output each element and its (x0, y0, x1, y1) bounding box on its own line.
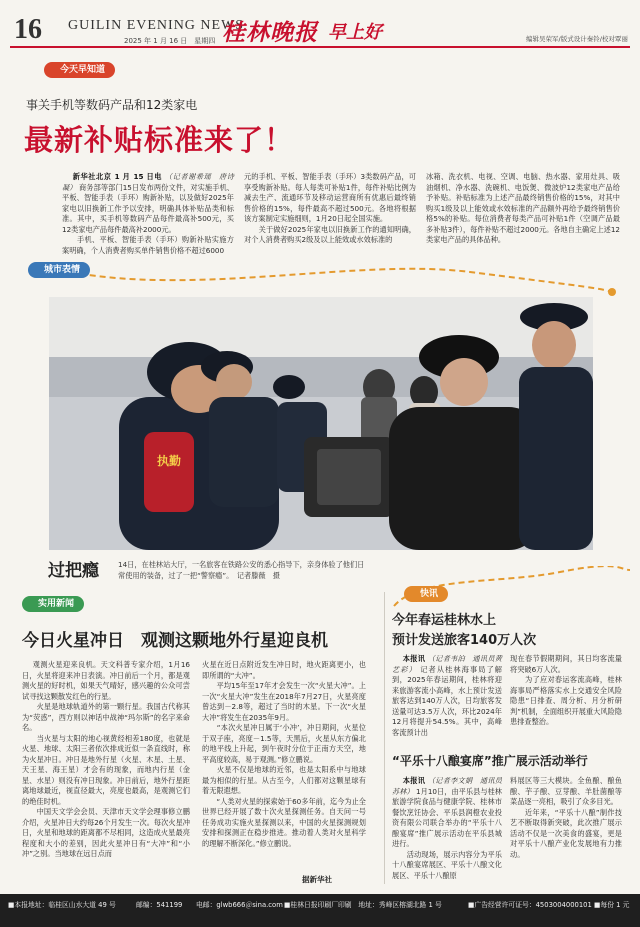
page-number: 16 (14, 14, 42, 45)
story4-column-1 (392, 654, 502, 738)
story1-byline: （记者谢希瑶 唐诗凝） (62, 172, 234, 192)
story4-col2-text: 现在春节假期期间，其日均客流量将突破6万人次。 为了应对春运客流高峰，桂林海事局严格落实水上交通安全风险隐患“日排查、周分析、月分析研判”机制，全面组织开展重大风险隐患排查整治。 (510, 654, 622, 726)
story1-column-3 (426, 172, 620, 246)
footer-email: 电邮：glwb666＠sina.com (196, 901, 283, 909)
paper-name-en: GUILIN EVENING NEWS (68, 18, 245, 33)
story5-column-2 (510, 776, 622, 860)
tag-city: 城市表情 (28, 262, 90, 278)
story4-headline-2: 预计发送旅客140万人次 (392, 633, 537, 648)
footer-printer: ■桂林日报印刷厂印刷 地址：秀峰区榕湖北路 1 号 (284, 901, 442, 909)
story1-headline: 最新补贴标准来了！ (24, 123, 295, 157)
story3-column-1 (22, 660, 190, 860)
footer-license: ■广告经营许可证号：4503004000101 (468, 901, 592, 909)
footer-bar (0, 894, 640, 927)
tag-flash: 快讯 (404, 586, 448, 602)
story3-headline: 今日火星冲日 观测这颗地外行星迎良机 (22, 631, 328, 651)
story4-byline: （记者韦泊 通讯员黄艺彩） (392, 654, 502, 674)
photo-caption: 14日，在桂林站大厅，一名旅客在铁路公安的悉心指导下，亲身体验了他们日常使用的装备，过了一把“警察瘾”。 记者滕薇 摄 (118, 560, 365, 580)
tag-today: 今天早知道 (44, 62, 115, 78)
story5-byline: （记者李文娟 通讯员苏林） (392, 776, 502, 796)
story3-source: 据新华社 (302, 875, 332, 884)
story5-column-1 (392, 776, 502, 881)
story5-headline: “平乐十八酿宴席”推广展示活动举行 (392, 754, 588, 768)
story5-col2-text: 料展区等三大模块。全鱼酿、酿鱼酿、芋子酿、豆芽酿、羊肚菌酿等菜品逐一亮相，吸引了众多目光。 近年来，“平乐十八酿”制作技艺不断取得新突破，此次推广展示活动不仅是一次美食的盛宴，更是对平乐十八酿产业化发展地有力推动。 (510, 776, 622, 859)
story4-col1-text: 记者从桂林海事局了解到，2025年春运期间，桂林将迎来旅游客流小高峰，水上预计发送旅客达到140万人次，日均旅客发送量可达3.5万人次，环比2024年12月将提升54.5%。其中，高峰客流预计出 (392, 664, 502, 737)
footer-postcode: 邮编：541199 (136, 901, 183, 909)
story4-dateline: 本报讯 (402, 654, 426, 663)
column-rule (384, 592, 385, 884)
footer-price: ■每份 1 元 (594, 901, 630, 909)
story1-col3-text: 冰箱、洗衣机、电视、空调、电脑、热水器、家用灶具、吸油烟机、净水器、洗碗机、电饭煲、微波炉12类家电产品给予补贴。补贴标准为上述产品最终销售价格的15%，对其中购买1级及以上能效或水效标准的产品额外再给予最终销售价格5%的补贴。每位消费者每类产品可补贴1件（空调产品最多补贴3件），每件补贴不超过2000元。各地自主确定上述12类家电产品的具体品种。 (426, 172, 620, 244)
dashed-divider-1 (0, 258, 640, 298)
story1-kicker: 事关手机等数码产品和12类家电 (26, 98, 198, 112)
photo-illustration (49, 297, 593, 550)
story4-headline-1: 今年春运桂林水上 (392, 613, 497, 628)
story3-col2-text: 火星在近日点附近发生冲日时，地火距离更小，也即所谓的“大冲”。 平均15年至17年才会发生一次“火星大冲”。上一次“火星大冲”发生在2018年7月27日，火星亮度曾达到－2.8等，超过了当时的木星。下一次“火星大冲”将发生在2035年9月。 “本次火星冲日属于‘小冲’，冲日期间，火星位于双子座，亮度－1.5等，天黑后，火星从东方偏北的地平线上升起，到午夜时分位于正南方天空，地平高度较高，易于观测。”修立鹏说。 火星不仅是地球的近邻，也是太阳系中与地球最为相似的行星。从古至今，人们都对这颗星球有着无限遐想。 “人类对火星的探索始于60多年前，迄今为止全世界已经开展了数十次火星探测任务。自天问一号任务成功实施火星探测以来，中国的火星探测规划安排和探测正在稳步推进。推动着人类对火星科学的理解不断深化。”修立鹏说。 (202, 660, 366, 848)
masthead-rule (10, 46, 630, 48)
story1-col2-text: 元的手机、平板、智能手表（手环）3类数码产品，可享受购新补贴。每人每类可补贴1件，每件补贴比例为减去生产、流通环节及移动运营商所有优惠后最终销售价格的15%，每件最高不超过500元。各地将根据该方案制定实施细则，1月20日起全国实施。 关于做好2025年家电以旧换新工作的通知明确，对个人消费者购买2级及以上能效或水效标准的 (244, 172, 416, 244)
story5-dateline: 本报讯 (402, 776, 426, 785)
story3-col1-text: 观测火星迎来良机。天文科普专家介绍，1月16日，火星将迎来冲日表演。冲日前后一个月，都是观测火星的好时机，如果天气晴好，感兴趣的公众可尝试寻找这颗散发红色的行星。 火星是地球轨道外的第一颗行星。我国古代称其为“荧惑”，西方则以神话中战神“玛尔斯”的名字来命名。 当火星与太阳的地心视黄经相差180度，也就是火星、地球、太阳三者依次排成近似一条直线时，称为火星冲日。冲日是地外行星（火星、木星、土星、天王星、海王星）才会有的现象，而地内行星（金星、水星）则没有冲日现象。冲日前后，地外行星距离地球最近，视直径最大，亮度也最高，是观测它们的绝佳时机。 中国天文学会会员、天津市天文学会理事修立鹏介绍，火星冲日大约每26个月发生一次。每次火星冲日，火星和地球的距离都不尽相同，这造成火星最亮程度和大小的差别，因此火星冲日有“大冲”和“小冲”之别。当地球在远日点而 (22, 660, 190, 858)
photo-police-demo (49, 297, 593, 550)
story5-col1-text: 1月10日，由平乐县与桂林旅游学院食品与健康学院、桂林市餐饮烹饪协会、平乐县润橙农业投资有限公司联合举办的“平乐十八酿宴席”推广展示活动在平乐县城进行。 活动现场，展示内容分为平乐十八酿宴席展区、平乐十八酿文化展区、平乐十八酿原 (392, 786, 502, 880)
story1-dateline: 新华社北京 1 月 15 日电 (72, 172, 162, 181)
paper-logo: 桂林晚报 (222, 19, 318, 46)
footer-address: ■本报地址：临桂区山水大道 49 号 (8, 901, 116, 909)
story1-column-1 (62, 172, 234, 256)
tag-practical: 实用新闻 (22, 596, 84, 612)
section-logo: 早上好 (328, 22, 382, 43)
photo-caption-title: 过把瘾 (48, 561, 99, 581)
editors-credit: 编辑吴荣军/版式设计秦铃/校对覃丽 (526, 35, 628, 43)
armband-text: 执勤 (156, 454, 181, 468)
story4-column-2 (510, 654, 622, 728)
issue-date: 2025 年 1 月 16 日 星期四 (124, 37, 216, 45)
story3-column-2 (202, 660, 366, 849)
story1-col1-text: 商务部等部门15日发布两份文件，对实施手机、平板、智能手表（手环）购新补贴，以及做好2025年家电以旧换新工作予以安排，明确具体补贴品类和标准。其中，买手机等数码产品每件最高补500元，买12类家电产品每件最高补2000元。 手机、平板、智能手表（手环）购新补贴实施方案明确，个人消费者购买单件销售价格不超过6000 (62, 182, 234, 255)
story1-column-2 (244, 172, 416, 246)
